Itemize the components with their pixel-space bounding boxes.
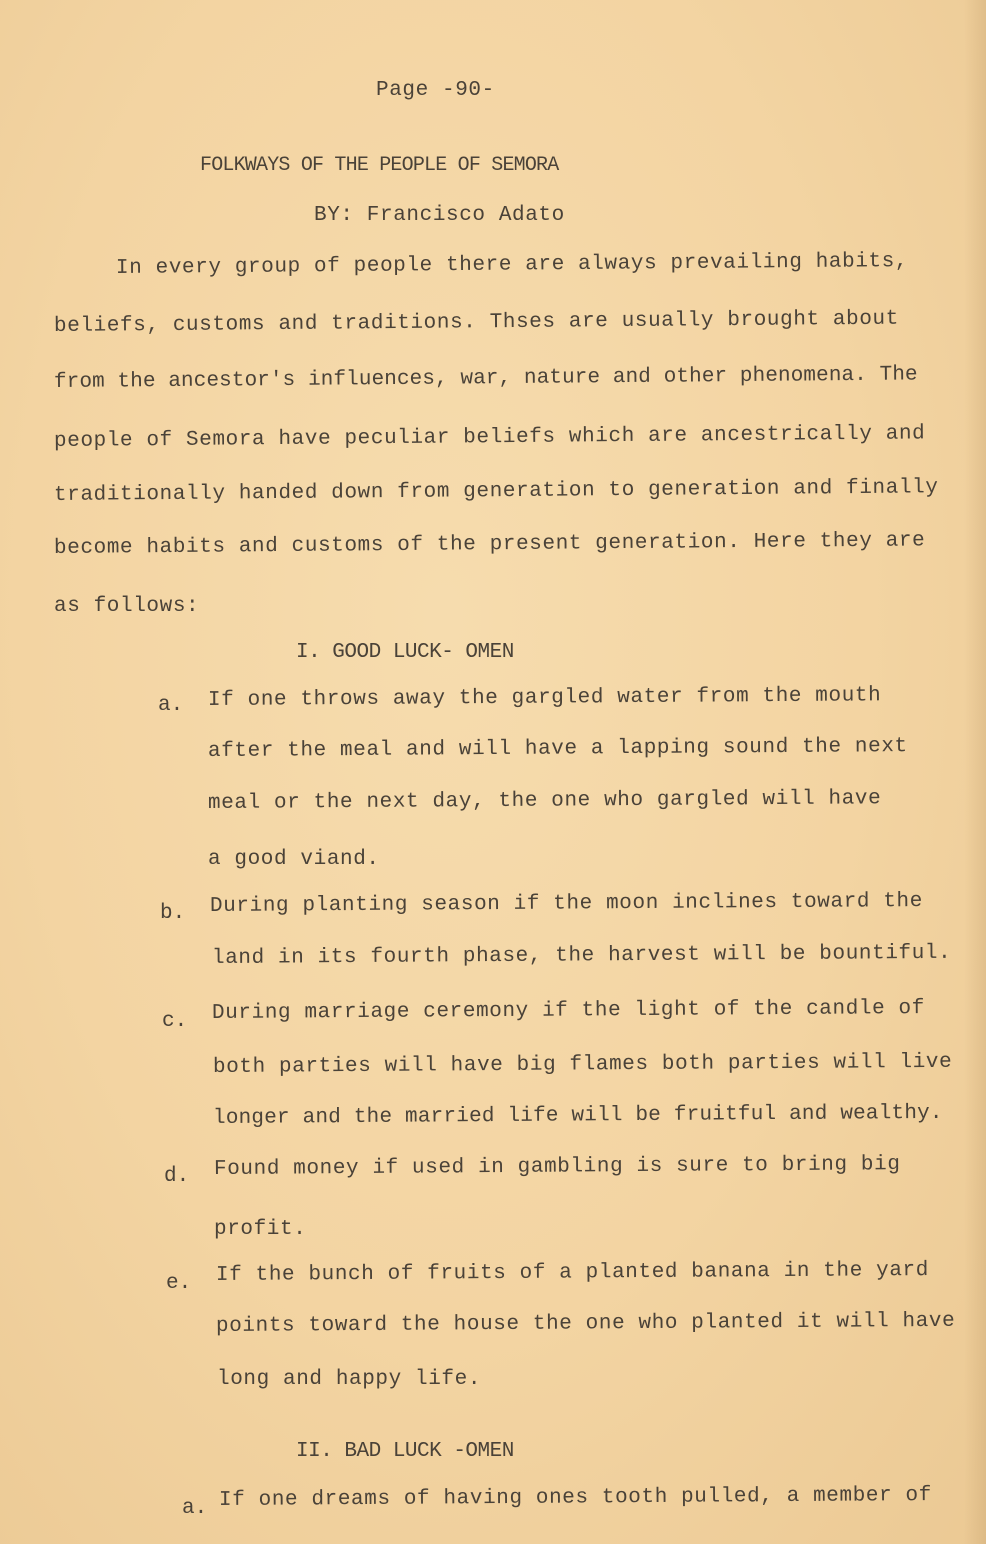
item-marker: d. xyxy=(164,1165,190,1188)
intro-line: as follows: xyxy=(54,595,200,618)
list-item-line: During marriage ceremony if the light of the candle of xyxy=(211,997,925,1025)
page-edge-shadow xyxy=(964,0,986,1544)
list-item-line: If one throws away the gargled water from the mouth xyxy=(207,684,882,712)
document-title: FOLKWAYS OF THE PEOPLE OF SEMORA xyxy=(200,154,559,177)
list-item-line: If the bunch of fruits of a planted banana in the yard xyxy=(215,1259,929,1287)
page-number: Page -90- xyxy=(376,79,495,102)
intro-line: from the ancestor's influences, war, nature and other phenomena. The xyxy=(53,363,918,394)
byline: BY: Francisco Adato xyxy=(314,204,565,227)
item-marker: b. xyxy=(160,902,186,925)
intro-line: In every group of people there are always prevailing habits, xyxy=(115,250,909,280)
list-item-line: land in its fourth phase, the harvest will be bountiful. xyxy=(211,941,952,970)
list-item-line: Found money if used in gambling is sure to bring big xyxy=(213,1153,901,1181)
list-item-line: after the meal and will have a lapping sound the next xyxy=(207,735,908,763)
list-item-line: meal or the next day, the one who gargled will have xyxy=(207,787,882,815)
item-marker: c. xyxy=(162,1010,188,1033)
intro-line: beliefs, customs and traditions. Thses are usually brought about xyxy=(53,307,900,338)
list-item-line: During planting season if the moon inclines toward the xyxy=(209,890,923,918)
item-marker: a. xyxy=(182,1497,208,1520)
section-heading: I. GOOD LUCK- OMEN xyxy=(296,641,514,664)
list-item-line: If one dreams of having ones tooth pulled, a member of xyxy=(218,1484,932,1512)
list-item-line: profit. xyxy=(214,1218,307,1241)
item-marker: a. xyxy=(158,694,184,717)
list-item-line: long and happy life. xyxy=(217,1368,482,1391)
list-item-line: longer and the married life will be fruitful and wealthy. xyxy=(212,1101,943,1130)
section-heading: II. BAD LUCK -OMEN xyxy=(296,1440,514,1463)
intro-line: become habits and customs of the present generation. Here they are xyxy=(53,529,926,560)
list-item-line: both parties will have big flames both parties will live xyxy=(212,1050,953,1079)
list-item-line: points toward the house the one who planted it will have xyxy=(215,1309,956,1338)
item-marker: e. xyxy=(166,1272,192,1295)
intro-line: people of Semora have peculiar beliefs which are ancestrically and xyxy=(53,422,926,453)
intro-line: traditionally handed down from generation to generation and finally xyxy=(53,476,939,507)
list-item-line: a good viand. xyxy=(208,848,380,871)
